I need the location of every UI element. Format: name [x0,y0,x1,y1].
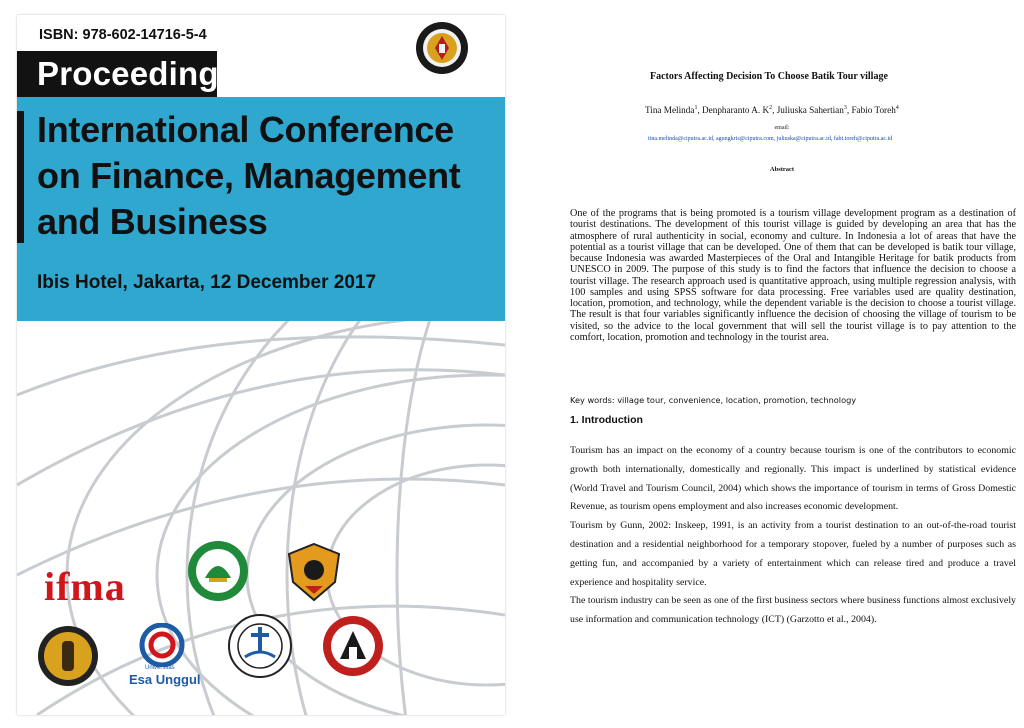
body-paragraph: Tourism has an impact on the economy of a country because tourism is one of the contributors to economic growth both internationally, domestically and regionally. This impact is underlined by statistical evidence (World Travel and Tourism Council, 2004) which shows the importance of tourism in terms of Gross Domestic Revenue, as tourism opens employment and also increases economic development. [570,445,1016,513]
introduction-body [570,442,1016,630]
isbn-number: ISBN: 978-602-14716-5-4 [39,27,207,43]
abstract-text: One of the programs that is being promoted is a tourism village development program as a destination of tourist destinations. The development of this tourist village is guided by developing an area that has the atmosphere of rural authenticity in social, economy and culture. In Indonesia a lot of areas that have the potential as a tourist village that can be developed. One of them that can be developed is batik tour village, because Indonesia was awarded Masterpieces of the Oral and Intangible Heritage for batik products from UNESCO in 2009. The purpose of this study is to find the factors that influence the decision to choose a tourist village. The research approach used is quantitative approach, using multiple regression analysis, with 100 samples and using SPSS software for data processing. Free variables used are quality destination, location, promotion, and technology, while the dependent variable is the decision to choose a tourist village. The result is that four variables significantly influence the decision of choosing the village of tourism to be visited, so the advice to the local government that will sell the tourist village is to pay attention to the comfort, location, promotion and technology in the tourist area. [570,208,1016,343]
author-emails[interactable]: tina.melinda@ciputra.ac.id, agungkris@ciputra.com, juliuska@ciputra.ac.id, fabi.toreh@ciputra.ac.id [648,136,893,142]
unisma-logo-icon [187,540,249,602]
proceedings-banner [17,51,238,97]
university-seal-icon [415,21,469,75]
body-paragraph: The tourism industry can be seen as one of the first business sectors where business functions almost exclusively use information and communication technology (ICT) (Garzotto et al., 2004). [570,595,1016,626]
accent-bar [17,111,24,243]
brawijaya-logo-icon [37,625,99,687]
author-affiliation: 4 [895,105,899,111]
section-heading-introduction: 1. Introduction [570,414,643,426]
author-affiliation: 3 [843,105,847,111]
university-shield-logo-icon [285,542,343,602]
conference-venue-date: Ibis Hotel, Jakarta, 12 December 2017 [37,272,377,293]
author-affiliation: 2 [769,105,773,111]
proceedings-cover [17,15,505,715]
ifma-logo: ifma [44,564,126,609]
keywords: Key words: village tour, convenience, location, promotion, technology [570,395,857,405]
paper-authors: Tina Melinda$^1$, Denpharanto A. $K^2$, Juliuska Sahertian$^3$, Fabio Toreh$^4$ [645,105,899,116]
author-name: Denpharanto A. K [702,105,770,116]
conference-title-panel [17,97,505,321]
esa-unggul-label: Esa Unggul [129,672,201,687]
proceedings-label: Proceedings [37,55,238,92]
body-paragraph: Tourism by Gunn, 2002: Inskeep, 1991, is an activity from a tourist destination to an out-of-the-road tourist destination and a residential neighborhood for a temporary stopover, fueled by a number of purposes such as getting fun, and accompanied by a variety of entertainment which can release tired and produce a travel experience and hospitality service. [570,520,1016,588]
management-society-logo-icon [322,615,384,677]
paper-title: Factors Affecting Decision To Choose Batik Tour village [650,71,888,82]
esa-unggul-small-label: Universitas [145,665,175,671]
author-affiliation: 1 [694,105,698,111]
author-name: Fabio Toreh [851,105,896,116]
petra-logo-icon [227,613,293,679]
author-name: Tina Melinda [645,105,695,116]
conference-title: International Conference on Finance, Management and Business [37,109,461,242]
email-label: email: [774,125,790,131]
abstract-heading: Abstract [769,166,795,173]
esa-unggul-logo-icon [139,623,185,667]
author-name: Juliuska Sahertian [776,105,844,116]
paper-page [540,15,1024,715]
